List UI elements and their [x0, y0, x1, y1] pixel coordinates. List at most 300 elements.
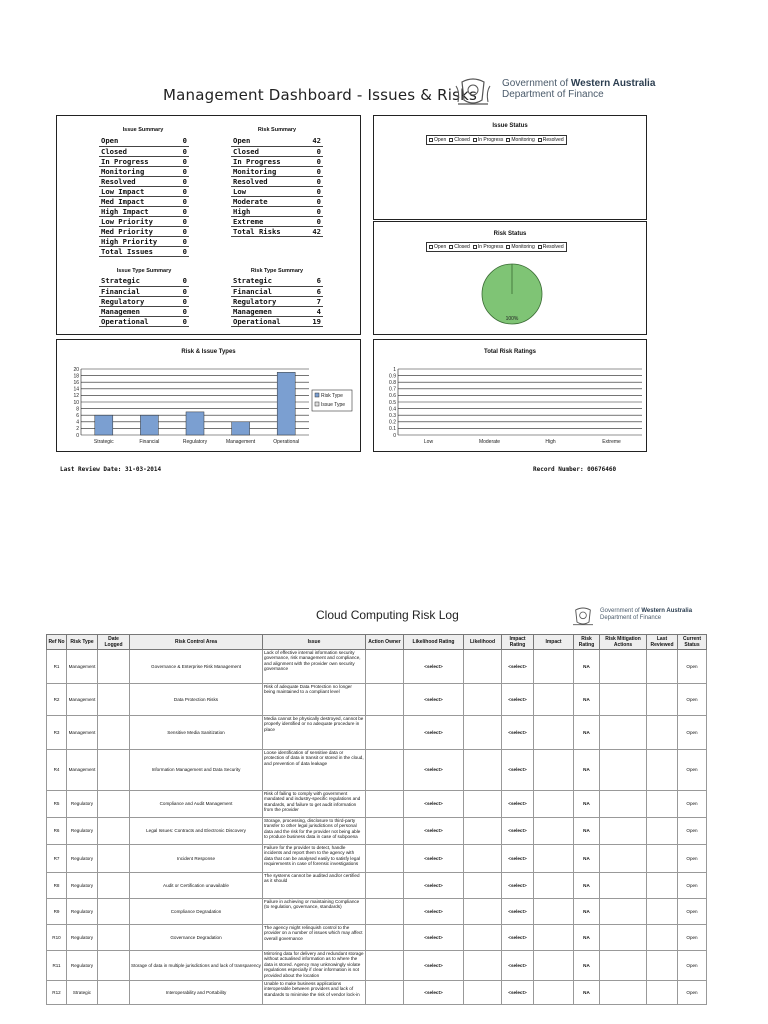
likelihood-rating-select[interactable]: <select>	[404, 873, 464, 899]
risk-summary-title: Risk Summary	[257, 127, 297, 133]
column-header: Issue	[263, 635, 366, 650]
mitigation-cell	[600, 650, 647, 684]
risk-rating-cell: NA	[574, 684, 600, 716]
summary-label: Closed	[231, 146, 305, 156]
risk-control-area-cell: Storage of data in multiple jurisdictions and lack of transparency	[130, 951, 263, 981]
impact-cell	[534, 925, 574, 951]
ref-cell: R10	[47, 925, 67, 951]
last-reviewed-cell	[647, 951, 678, 981]
summary-label: Med Impact	[99, 196, 178, 206]
ref-cell: R11	[47, 951, 67, 981]
summary-row	[99, 206, 189, 216]
action-owner-cell	[366, 899, 404, 925]
current-status-cell: Open	[678, 951, 707, 981]
risk-control-area-cell: Compliance and Audit Management	[130, 791, 263, 818]
legend-label: Issue Type	[321, 402, 346, 408]
x-tick-label: Low	[423, 439, 434, 445]
column-header: Impact Rating	[502, 635, 534, 650]
summary-row	[231, 216, 323, 226]
ref-cell: R1	[47, 650, 67, 684]
summary-value: 0	[178, 206, 189, 216]
summary-label: High Priority	[99, 236, 178, 246]
y-tick-label: 14	[73, 386, 79, 393]
last-reviewed-cell	[647, 716, 678, 750]
summary-row	[231, 296, 323, 306]
summary-value: 19	[305, 316, 323, 326]
summary-label: Extreme	[231, 216, 305, 226]
issue-status-panel	[373, 115, 647, 220]
x-tick-label: High	[545, 439, 556, 445]
date-logged-cell	[98, 716, 130, 750]
ref-cell: R4	[47, 750, 67, 791]
risk-summary-table	[231, 136, 323, 237]
legend-label: Resolved	[542, 137, 564, 143]
likelihood-cell	[464, 981, 502, 1005]
current-status-cell: Open	[678, 684, 707, 716]
legend-swatch-icon	[473, 138, 477, 142]
pie-data-label: 100%	[505, 316, 519, 322]
impact-rating-select[interactable]: <select>	[502, 716, 534, 750]
column-header: Current Status	[678, 635, 707, 650]
summary-label: Open	[231, 136, 305, 146]
risk-rating-cell: NA	[574, 716, 600, 750]
column-header: Risk Mitigation Actions	[600, 635, 647, 650]
summary-value: 0	[178, 146, 189, 156]
impact-rating-select[interactable]: <select>	[502, 818, 534, 845]
summary-label: Financial	[99, 286, 176, 296]
impact-cell	[534, 951, 574, 981]
likelihood-rating-select[interactable]: <select>	[404, 845, 464, 873]
gov-brand	[502, 78, 655, 100]
action-owner-cell	[366, 750, 404, 791]
impact-rating-select[interactable]: <select>	[502, 873, 534, 899]
summary-value: 0	[178, 136, 189, 146]
likelihood-rating-select[interactable]: <select>	[404, 818, 464, 845]
summary-row	[231, 136, 323, 146]
risk-rating-cell: NA	[574, 791, 600, 818]
summary-row	[231, 226, 323, 236]
current-status-cell: Open	[678, 650, 707, 684]
legend-entry	[449, 137, 470, 143]
likelihood-cell	[464, 818, 502, 845]
legend-entry	[429, 244, 446, 250]
column-header: Last Reviewed	[647, 635, 678, 650]
risk-type-cell: Regulatory	[67, 873, 98, 899]
risk-rating-cell: NA	[574, 818, 600, 845]
likelihood-rating-select[interactable]: <select>	[404, 650, 464, 684]
table-row	[47, 650, 707, 684]
total-risk-ratings-panel	[373, 339, 647, 452]
issue-cell: Mirroring data for delivery and redundant storage without actualised information as to where the data is stored. Agency may unknowingly violate regulations especially if clear information is not provided about the location	[263, 951, 366, 981]
issue-cell: Unable to make business applications interoperable between providers and lack of standards to minimise the risk of vendor lock-in	[263, 981, 366, 1005]
summary-value: 0	[176, 286, 189, 296]
summary-row	[99, 236, 189, 246]
y-tick-label: 10	[73, 399, 79, 406]
impact-rating-select[interactable]: <select>	[502, 750, 534, 791]
likelihood-cell	[464, 873, 502, 899]
risk-rating-cell: NA	[574, 981, 600, 1005]
legend-entry	[506, 137, 534, 143]
issue-cell: Failure in achieving or maintaining Compliance (to regulation, governance, standards)	[263, 899, 366, 925]
summary-label: Managemen	[231, 306, 305, 316]
total-risk-ratings-chart	[374, 340, 648, 453]
summary-row	[99, 226, 189, 236]
summary-value: 0	[178, 156, 189, 166]
ref-cell: R12	[47, 981, 67, 1005]
summary-label: Strategic	[99, 276, 176, 286]
summary-label: Med Priority	[99, 226, 178, 236]
summary-panel	[56, 115, 361, 335]
summary-label: Total Risks	[231, 226, 305, 236]
risk-control-area-cell: Governance & Enterprise Risk Management	[130, 650, 263, 684]
issue-type-summary-title: Issue Type Summary	[116, 268, 172, 274]
likelihood-cell	[464, 899, 502, 925]
impact-rating-select[interactable]: <select>	[502, 925, 534, 951]
risk-type-cell: Strategic	[67, 981, 98, 1005]
current-status-cell: Open	[678, 845, 707, 873]
summary-label: High Impact	[99, 206, 178, 216]
legend-label: Closed	[454, 137, 470, 143]
summary-label: In Progress	[99, 156, 178, 166]
summary-row	[231, 176, 323, 186]
table-row	[47, 981, 707, 1005]
mitigation-cell	[600, 873, 647, 899]
issue-summary-title: Issue Summary	[122, 127, 164, 133]
summary-label: Closed	[99, 146, 178, 156]
risk-issue-types-title: Risk & Issue Types	[181, 349, 236, 355]
summary-value: 4	[305, 306, 323, 316]
likelihood-cell	[464, 684, 502, 716]
summary-row	[231, 196, 323, 206]
likelihood-rating-select[interactable]: <select>	[404, 951, 464, 981]
y-tick-label: 0.4	[389, 406, 396, 413]
column-header: Likelihood Rating	[404, 635, 464, 650]
y-tick-label: 20	[73, 366, 79, 373]
mitigation-cell	[600, 791, 647, 818]
risk-type-cell: Management	[67, 750, 98, 791]
summary-value: 0	[178, 236, 189, 246]
action-owner-cell	[366, 818, 404, 845]
legend-swatch-icon	[506, 138, 510, 142]
y-tick-label: 18	[73, 373, 79, 380]
legend-label: Monitoring	[511, 244, 535, 250]
mitigation-cell	[600, 951, 647, 981]
risk-control-area-cell: Legal Issues: Contracts and Electronic Discovery	[130, 818, 263, 845]
summary-row	[99, 136, 189, 146]
risk-rating-cell: NA	[574, 845, 600, 873]
issue-cell: Lack of effective internal information security governance, risk management and compliance, and alignment with the provider own security governance	[263, 650, 366, 684]
summary-label: Operational	[231, 316, 305, 326]
mitigation-cell	[600, 845, 647, 873]
legend-label: Risk Type	[321, 393, 343, 399]
likelihood-rating-select[interactable]: <select>	[404, 750, 464, 791]
y-tick-label: 0.9	[389, 373, 396, 380]
risk-issue-types-chart	[57, 340, 362, 453]
risk-status-title: Risk Status	[493, 231, 527, 237]
gov-line2-small: Department of Finance	[600, 615, 662, 621]
action-owner-cell	[366, 951, 404, 981]
risk-rating-cell: NA	[574, 899, 600, 925]
summary-label: Managemen	[99, 306, 176, 316]
date-logged-cell	[98, 684, 130, 716]
table-row	[47, 899, 707, 925]
risk-type-cell: Regulatory	[67, 925, 98, 951]
y-tick-label: 0.7	[389, 386, 396, 393]
impact-rating-select[interactable]: <select>	[502, 791, 534, 818]
issue-summary-table	[99, 136, 189, 257]
likelihood-rating-select[interactable]: <select>	[404, 899, 464, 925]
summary-label: Financial	[231, 286, 305, 296]
risk-type-summary-table	[231, 276, 323, 327]
last-reviewed-cell	[647, 684, 678, 716]
legend-swatch-icon	[538, 245, 542, 249]
summary-row	[99, 296, 189, 306]
legend-entry	[473, 244, 504, 250]
summary-label: Monitoring	[231, 166, 305, 176]
date-logged-cell	[98, 791, 130, 818]
current-status-cell: Open	[678, 981, 707, 1005]
table-row	[47, 716, 707, 750]
summary-row	[231, 316, 323, 326]
impact-cell	[534, 818, 574, 845]
risk-control-area-cell: Sensitive Media Sanitization	[130, 716, 263, 750]
ref-cell: R6	[47, 818, 67, 845]
last-reviewed-cell	[647, 873, 678, 899]
table-row	[47, 750, 707, 791]
risk-control-area-cell: Incident Response	[130, 845, 263, 873]
last-reviewed-cell	[647, 981, 678, 1005]
summary-label: Moderate	[231, 196, 305, 206]
impact-cell	[534, 845, 574, 873]
action-owner-cell	[366, 791, 404, 818]
y-tick-label: 4	[76, 419, 79, 426]
likelihood-rating-select[interactable]: <select>	[404, 925, 464, 951]
summary-row	[99, 196, 189, 206]
risk-control-area-cell: Information Management and Data Security	[130, 750, 263, 791]
summary-value: 0	[178, 166, 189, 176]
table-row	[47, 951, 707, 981]
column-header: Ref No	[47, 635, 67, 650]
bar-risk-type	[232, 422, 250, 435]
impact-cell	[534, 873, 574, 899]
mitigation-cell	[600, 750, 647, 791]
risk-type-cell: Regulatory	[67, 899, 98, 925]
impact-cell	[534, 981, 574, 1005]
legend-swatch-icon	[429, 138, 433, 142]
date-logged-cell	[98, 899, 130, 925]
page-title: Management Dashboard - Issues & Risks	[163, 86, 478, 104]
ref-cell: R7	[47, 845, 67, 873]
issue-cell: The agency might relinquish control to the provider on a number of issues which may affect overall governance	[263, 925, 366, 951]
action-owner-cell	[366, 650, 404, 684]
issue-cell: Risk of failing to comply with government mandated and industry-specific regulations and standards, and failure to get audit information from the provider	[263, 791, 366, 818]
table-row	[47, 684, 707, 716]
last-reviewed-cell	[647, 650, 678, 684]
gov-line1-bold-small: Western Australia	[641, 608, 693, 614]
summary-label: Open	[99, 136, 178, 146]
date-logged-cell	[98, 951, 130, 981]
likelihood-rating-select[interactable]: <select>	[404, 791, 464, 818]
likelihood-cell	[464, 650, 502, 684]
y-tick-label: 2	[76, 426, 79, 433]
y-tick-label: 0.2	[389, 419, 396, 426]
likelihood-cell	[464, 750, 502, 791]
impact-rating-select[interactable]: <select>	[502, 684, 534, 716]
risk-rating-cell: NA	[574, 650, 600, 684]
y-tick-label: 6	[76, 413, 79, 419]
legend-label: In Progress	[477, 244, 504, 250]
summary-row	[99, 156, 189, 166]
legend-swatch-icon	[429, 245, 433, 249]
column-header: Impact	[534, 635, 574, 650]
summary-value: 0	[305, 156, 323, 166]
summary-label: Monitoring	[99, 166, 178, 176]
impact-cell	[534, 716, 574, 750]
summary-label: Low	[231, 186, 305, 196]
impact-rating-select[interactable]: <select>	[502, 845, 534, 873]
action-owner-cell	[366, 873, 404, 899]
last-reviewed-cell	[647, 818, 678, 845]
issue-cell: Media cannot be physically destroyed, cannot be properly identified or no adequate procedure in place	[263, 716, 366, 750]
issue-cell: Storage, processing, disclosure to third-party transfer to other legal jurisdictions of personal data and the risk for the provider not being able to produce business data in case of subpoena	[263, 818, 366, 845]
mitigation-cell	[600, 716, 647, 750]
column-header: Risk Rating	[574, 635, 600, 650]
impact-cell	[534, 684, 574, 716]
x-tick-label: Financial	[139, 439, 160, 445]
summary-value: 0	[176, 316, 189, 326]
summary-value: 0	[176, 296, 189, 306]
summary-value: 6	[305, 286, 323, 296]
action-owner-cell	[366, 925, 404, 951]
date-logged-cell	[98, 650, 130, 684]
impact-cell	[534, 899, 574, 925]
summary-value: 0	[305, 146, 323, 156]
likelihood-rating-select[interactable]: <select>	[404, 684, 464, 716]
y-tick-label: 0	[76, 432, 79, 439]
gov-line2: Department of Finance	[502, 89, 604, 100]
summary-row	[231, 286, 323, 296]
issue-cell: The systems cannot be audited and/or certified as it should	[263, 873, 366, 899]
last-reviewed-cell	[647, 925, 678, 951]
summary-row	[99, 166, 189, 176]
y-tick-label: 0.3	[389, 413, 396, 419]
likelihood-cell	[464, 791, 502, 818]
mitigation-cell	[600, 899, 647, 925]
risk-rating-cell: NA	[574, 873, 600, 899]
risk-control-area-cell: Governance Degradation	[130, 925, 263, 951]
summary-value: 0	[176, 276, 189, 286]
summary-value: 6	[305, 276, 323, 286]
column-header: Likelihood	[464, 635, 502, 650]
current-status-cell: Open	[678, 791, 707, 818]
table-row	[47, 873, 707, 899]
last-reviewed-cell	[647, 791, 678, 818]
total-risk-ratings-title: Total Risk Ratings	[484, 349, 536, 355]
impact-rating-select[interactable]: <select>	[502, 650, 534, 684]
mitigation-cell	[600, 818, 647, 845]
mitigation-cell	[600, 925, 647, 951]
likelihood-cell	[464, 951, 502, 981]
summary-row	[99, 286, 189, 296]
summary-row	[99, 246, 189, 256]
current-status-cell: Open	[678, 873, 707, 899]
legend-swatch-icon	[449, 138, 453, 142]
impact-rating-select[interactable]: <select>	[502, 951, 534, 981]
summary-label: Total Issues	[99, 246, 178, 256]
summary-label: Resolved	[231, 176, 305, 186]
date-logged-cell	[98, 750, 130, 791]
legend-label: Open	[434, 137, 447, 143]
date-logged-cell	[98, 925, 130, 951]
summary-label: Operational	[99, 316, 176, 326]
x-tick-label: Regulatory	[182, 439, 208, 445]
risk-type-cell: Regulatory	[67, 951, 98, 981]
ref-cell: R8	[47, 873, 67, 899]
x-tick-label: Extreme	[602, 439, 621, 445]
likelihood-cell	[464, 925, 502, 951]
summary-value: 0	[305, 206, 323, 216]
risk-rating-cell: NA	[574, 750, 600, 791]
legend-entry	[473, 137, 504, 143]
table-row	[47, 845, 707, 873]
summary-row	[99, 146, 189, 156]
legend-entry	[538, 137, 564, 143]
gov-brand-small	[600, 608, 692, 622]
risk-status-legend	[426, 242, 567, 252]
impact-rating-select[interactable]: <select>	[502, 899, 534, 925]
summary-value: 0	[305, 186, 323, 196]
y-tick-label: 0.6	[389, 393, 396, 400]
summary-row	[99, 316, 189, 326]
mitigation-cell	[600, 684, 647, 716]
risk-log-header-row	[47, 635, 707, 650]
summary-value: 0	[305, 216, 323, 226]
risk-type-cell: Management	[67, 650, 98, 684]
y-tick-label: 0	[393, 432, 396, 439]
likelihood-rating-select[interactable]: <select>	[404, 981, 464, 1005]
likelihood-rating-select[interactable]: <select>	[404, 716, 464, 750]
x-tick-label: Moderate	[478, 439, 501, 445]
risk-issue-types-panel	[56, 339, 361, 452]
legend-swatch-icon	[538, 138, 542, 142]
y-tick-label: 12	[73, 393, 79, 400]
date-logged-cell	[98, 873, 130, 899]
record-number: Record Number: 00676460	[533, 466, 617, 473]
last-reviewed-cell	[647, 845, 678, 873]
legend-label: Open	[434, 244, 447, 250]
y-tick-label: 0.5	[389, 399, 396, 406]
risk-status-pie	[480, 262, 544, 326]
risk-type-cell: Regulatory	[67, 791, 98, 818]
risk-control-area-cell: Compliance Degradation	[130, 899, 263, 925]
legend-label: In Progress	[477, 137, 504, 143]
summary-value: 0	[305, 176, 323, 186]
issue-type-summary-table	[99, 276, 189, 327]
legend-entry	[429, 137, 446, 143]
ref-cell: R9	[47, 899, 67, 925]
table-row	[47, 925, 707, 951]
risk-type-cell: Regulatory	[67, 818, 98, 845]
risk-type-cell: Regulatory	[67, 845, 98, 873]
bar-risk-type	[277, 372, 295, 435]
summary-row	[99, 186, 189, 196]
summary-row	[231, 306, 323, 316]
legend-entry	[449, 244, 470, 250]
summary-value: 0	[178, 196, 189, 206]
impact-rating-select[interactable]: <select>	[502, 981, 534, 1005]
risk-rating-cell: NA	[574, 951, 600, 981]
summary-value: 0	[178, 226, 189, 236]
